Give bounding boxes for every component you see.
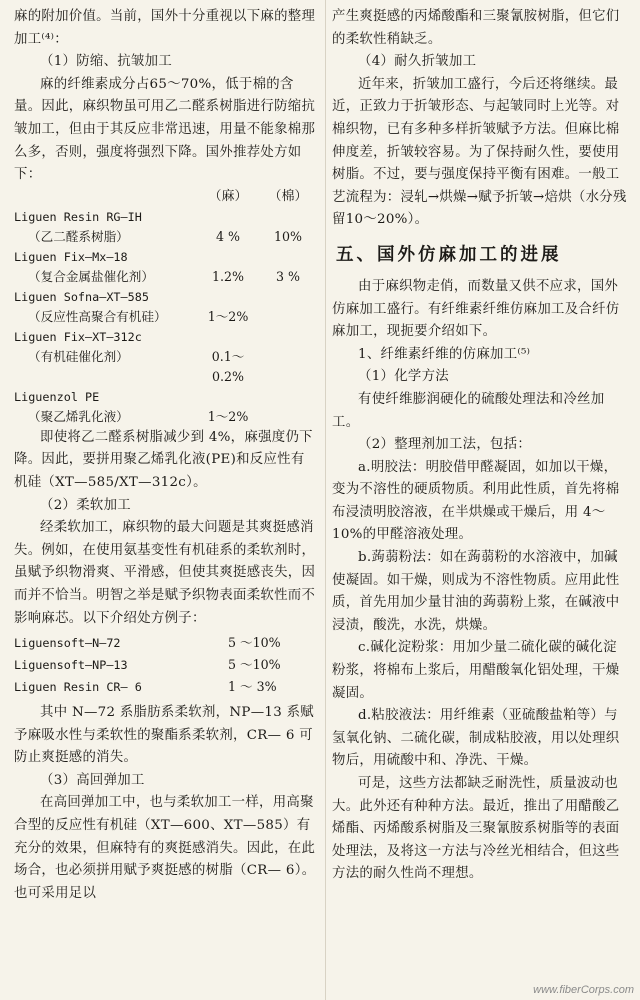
subheading-chemical: （1）化学方法 — [358, 369, 449, 385]
recipe-row — [14, 387, 318, 427]
hemp-value: 1～2% — [207, 308, 249, 324]
chemical-desc: （复合金属盐催化剂） — [28, 268, 154, 284]
subheading-shrink-proof: （1）防缩、抗皱加工 — [40, 54, 173, 70]
chemical-name: Liguensoft—N—72 — [14, 636, 121, 651]
hemp-value: 4 % — [216, 228, 240, 244]
header-cotton: （棉） — [268, 188, 308, 204]
recipe-row — [14, 327, 318, 387]
recipe-row — [14, 676, 318, 698]
recipe-table-header — [14, 187, 318, 207]
dosage-value: 5 ～10% — [228, 657, 281, 673]
paragraph: a.明胶法：明胶借甲醛凝固，如加以干燥，变为不溶性的硬质物质。利用此性质，首先将棉布浸渍明胶溶液，在半烘燥或干燥后，用 4～10%的甲醛溶液处理。 — [332, 459, 620, 543]
watermark: www.fiberCorps.com — [533, 984, 634, 996]
paragraph: 可是，这些方法都缺乏耐洗性，质量波动也大。此外还有种种方法。最近，推出了用醋酸乙烯酯、丙烯酸系树脂及三聚氰胺系树脂等的表面处理法，及将这一方法与冷丝光相结合，但这些方法的耐久性尚不理想。 — [332, 776, 620, 882]
chemical-name: Liguensoft—NP—13 — [14, 658, 128, 673]
chemical-desc: （有机硅催化剂） — [28, 348, 129, 364]
recipe-row — [14, 287, 318, 327]
paragraph: 麻的纤维素成分占65～70%，低于棉的含量。因此，麻织物虽可用乙二醛系树脂进行防缩抗皱加工，但由于其反应非常迅速，用量不能象棉那么多，否则，强度将强烈下降。国外推荐处方如下： — [14, 76, 316, 183]
recipe-row — [14, 207, 318, 247]
subheading-finishing: （2）整理剂加工法，包括： — [358, 437, 532, 453]
chemical-name: Liguenzol PE — [14, 389, 100, 404]
cotton-value — [258, 347, 318, 387]
paragraph: 麻的附加价值。当前，国外十分重视以下麻的整理加工⁽⁴⁾： — [14, 9, 316, 47]
subheading-softening: （2）柔软加工 — [40, 497, 131, 513]
right-column — [332, 6, 630, 886]
section-heading: 五、国外仿麻加工的进展 — [336, 244, 562, 265]
subheading-cellulose: 1、纤维素纤维的仿麻加工⁽⁵⁾ — [358, 346, 531, 362]
cotton-value — [258, 307, 318, 327]
hemp-value: 1～2% — [207, 408, 249, 424]
paragraph: b.蒟蒻粉法：如在蒟蒻粉的水溶液中，加碱使凝固。如干燥，则成为不溶性物质。应用此性质，首先用加少量甘油的蒟蒻粉上浆，在碱液中浸渍，酸洗，水洗，烘燥。 — [332, 550, 620, 633]
chemical-name: Liguen Resin CR— 6 — [14, 680, 142, 695]
chemical-name: Liguen Resin RG—IH — [14, 209, 142, 224]
recipe-row — [14, 654, 318, 676]
left-column — [14, 6, 318, 905]
paragraph: d.粘胶液法：用纤维素（亚硫酸盐粕等）与氢氧化钠、二硫化碳，制成粘胶液，用以处理织物后，用硫酸中和、净洗、干燥。 — [332, 708, 620, 769]
paragraph: 由于麻织物走俏，而数量又供不应求，国外仿麻加工盛行。有纤维素纤维仿麻加工及合纤仿麻加工，现扼要介绍如下。 — [332, 278, 620, 340]
chemical-desc: （乙二醛系树脂） — [28, 228, 129, 244]
recipe-table-2 — [14, 632, 318, 698]
paragraph: 产生爽挺感的丙烯酸酯和三聚氰胺树脂，但它们的柔软性稍缺乏。 — [332, 9, 620, 47]
chemical-name: Liguen Fix—Mx—18 — [14, 249, 128, 264]
cotton-value: 10% — [274, 228, 302, 244]
header-hemp: （麻） — [208, 188, 248, 204]
cotton-value: 3 % — [276, 268, 300, 284]
cotton-value — [258, 407, 318, 427]
paragraph: 即使将乙二醛系树脂减少到 4%，麻强度仍下降。因此，要拼用聚乙烯乳化液(PE)和反应性有机硅（XT—585/XT—312c）。 — [14, 429, 313, 490]
hemp-value: 1.2% — [212, 268, 244, 284]
paragraph: 在高回弹加工中，也与柔软加工一样，用高聚合型的反应性有机硅（XT—600、XT—585）有充分的效果，但麻特有的爽挺感消失。因此，在此场合，也必须拼用赋予爽挺感的树脂（CR— 6）。也可采用足以 — [14, 795, 316, 901]
recipe-row — [14, 632, 318, 654]
paragraph: 近年来，折皱加工盛行，今后还将继续。最近，正致力于折皱形态、与起皱同时上光等。对棉织物，已有多种多样折皱赋予方法。但麻比棉伸度差，折皱较容易。为了保持耐久性，要使用树脂。不过，要与强度保持平衡有困难。一般工艺流程为：浸轧→烘燥→赋予折皱→焙烘（水分残留10～20%）。 — [332, 76, 627, 228]
subheading-durable-crease: （4）耐久折皱加工 — [358, 54, 477, 70]
chemical-desc: （聚乙烯乳化液） — [28, 408, 129, 424]
hemp-value: 0.1～0.2% — [211, 348, 245, 384]
dosage-value: 5 ～10% — [228, 635, 281, 651]
recipe-table-1 — [14, 187, 318, 427]
chemical-name: Liguen Fix—XT—312c — [14, 329, 142, 344]
paragraph: 有使纤维膨润硬化的硫酸处理法和冷丝加工。 — [332, 391, 605, 430]
subheading-high-resilience: （3）高回弹加工 — [40, 772, 145, 788]
chemical-desc: （反应性高聚合有机硅） — [28, 308, 167, 324]
chemical-name: Liguen Sofna—XT—585 — [14, 289, 149, 304]
paragraph: 经柔软加工，麻织物的最大问题是其爽挺感消失。例如，在使用氨基变性有机硅系的柔软剂时，虽赋予织物滑爽、平滑感，但使其爽挺感丧失，因而并不恰当。明智之举是赋予织物表面柔软性而不影响麻芯。以下介绍处方例子： — [14, 520, 316, 626]
recipe-row — [14, 247, 318, 287]
column-divider — [325, 0, 326, 1000]
dosage-value: 1 ～ 3% — [228, 679, 277, 695]
paragraph: c.碱化淀粉浆：用加少量二硫化碳的碱化淀粉浆，将棉布上浆后，用醋酸氧化铝处理，干燥凝固。 — [332, 640, 620, 701]
paragraph: 其中 N—72 系脂肪系柔软剂，NP—13 系赋予麻吸水性与柔软性的聚酯系柔软剂，CR— 6 可防止爽挺感的消失。 — [14, 705, 314, 766]
